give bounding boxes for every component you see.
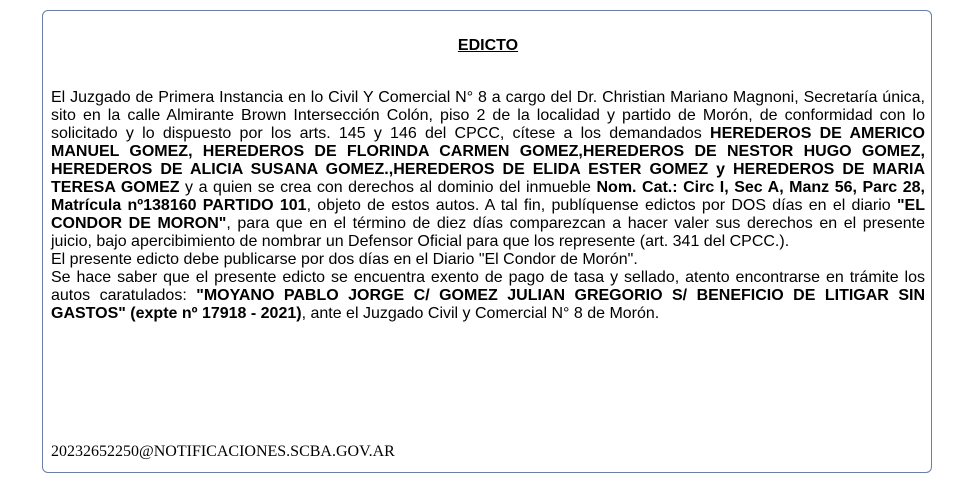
property-cadastral-data: Nom. Cat.: Circ I, Sec A, Manz 56, Parc 28, Matrícula nº138160 PARTIDO 101 (51, 179, 925, 214)
edict-paragraph-exemption (51, 269, 925, 323)
edict-paragraph-summons (51, 89, 925, 251)
summons-text-2: y a quien se crea con derechos al dominio del inmueble (179, 179, 597, 196)
summons-text-3: , objeto de estos autos. A tal fin, publíquense edictos por DOS días en el diario (306, 197, 897, 214)
exemption-text-2: , ante el Juzgado Civil y Comercial N° 8 de Morón. (301, 305, 660, 322)
exemption-text-1: Se hace saber que el presente edicto se encuentra exento de pago de tasa y sellado, atento encontrarse en trámite los autos caratulados: (51, 269, 925, 304)
edict-title: EDICTO (457, 37, 519, 54)
edict-paragraph-publication: El presente edicto debe publicarse por dos días en el Diario "El Condor de Morón". (51, 251, 638, 268)
edict-content (51, 37, 925, 323)
edict-frame (42, 10, 932, 473)
notification-email: 20232652250@NOTIFICACIONES.SCBA.GOV.AR (51, 443, 395, 460)
case-caption: "MOYANO PABLO JORGE C/ GOMEZ JULIAN GREGORIO S/ BENEFICIO DE LITIGAR SIN GASTOS" (expte nº 17918 - 2021) (51, 287, 926, 322)
newspaper-name: "EL CONDOR DE MORON" (51, 197, 925, 232)
summons-text-1: El Juzgado de Primera Instancia en lo Civil Y Comercial N° 8 a cargo del Dr. Christian Mariano Magnoni, Secretaría única, sito en la calle Almirante Brown Intersección Colón, piso 2 de la localidad y partido de Morón, de conformidad con lo solicitado y lo dispuesto por los arts. 145 y 146 del CPCC, cítese a los demandados (51, 89, 925, 142)
defendants-list: HEREDEROS DE AMERICO MANUEL GOMEZ, HEREDEROS DE FLORINDA CARMEN GOMEZ,HEREDEROS DE NESTOR HUGO GOMEZ, HEREDEROS DE ALICIA SUSANA GOMEZ.,HEREDEROS DE ELIDA ESTER GOMEZ y HEREDEROS DE MARIA TERESA GOMEZ (51, 125, 926, 196)
summons-text-4: , para que en el término de diez días comparezcan a hacer valer sus derechos en el presente juicio, bajo apercibimiento de nombrar un Defensor Oficial para que los represente (art. 341 del CPCC.). (51, 215, 926, 250)
